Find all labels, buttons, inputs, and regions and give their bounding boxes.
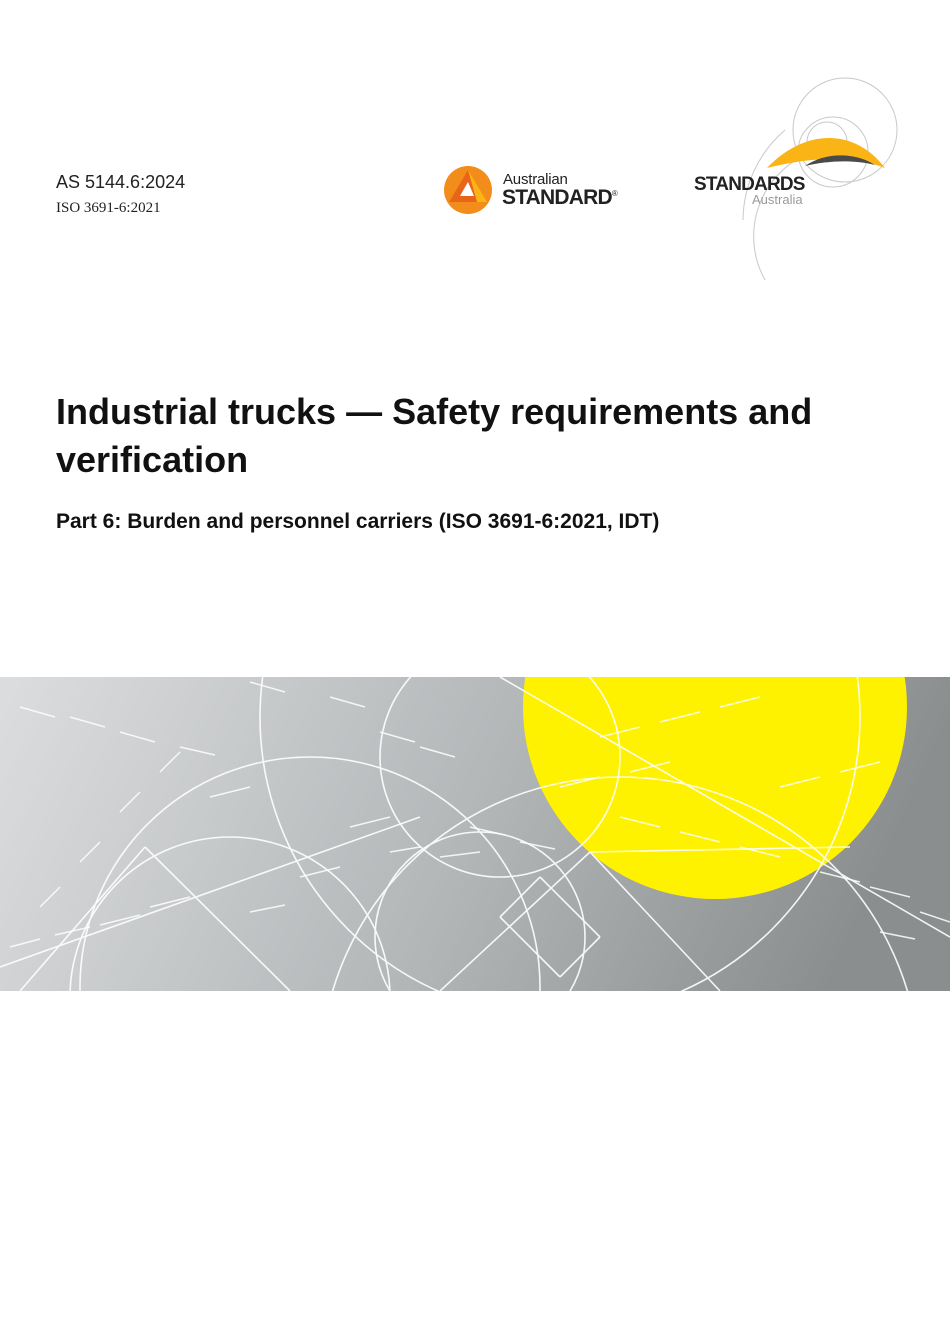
cover-banner-graphic	[0, 677, 950, 991]
standards-australia-logo-word: STANDARDS	[694, 174, 805, 195]
document-subtitle: Part 6: Burden and personnel carriers (ISO 3691-6:2021, IDT)	[56, 510, 660, 533]
document-number: AS 5144.6:2024	[56, 172, 186, 192]
australian-standard-logo-big-text: STANDARD®	[502, 186, 617, 209]
australian-standard-logo-small-text: Australian	[503, 171, 568, 188]
standards-australia-logo-sub: Australia	[752, 192, 803, 207]
document-title: Industrial trucks — Safety requirements and verification	[56, 391, 813, 480]
triangle-logo-icon	[444, 166, 492, 214]
iso-number: ISO 3691-6:2021	[56, 200, 161, 216]
